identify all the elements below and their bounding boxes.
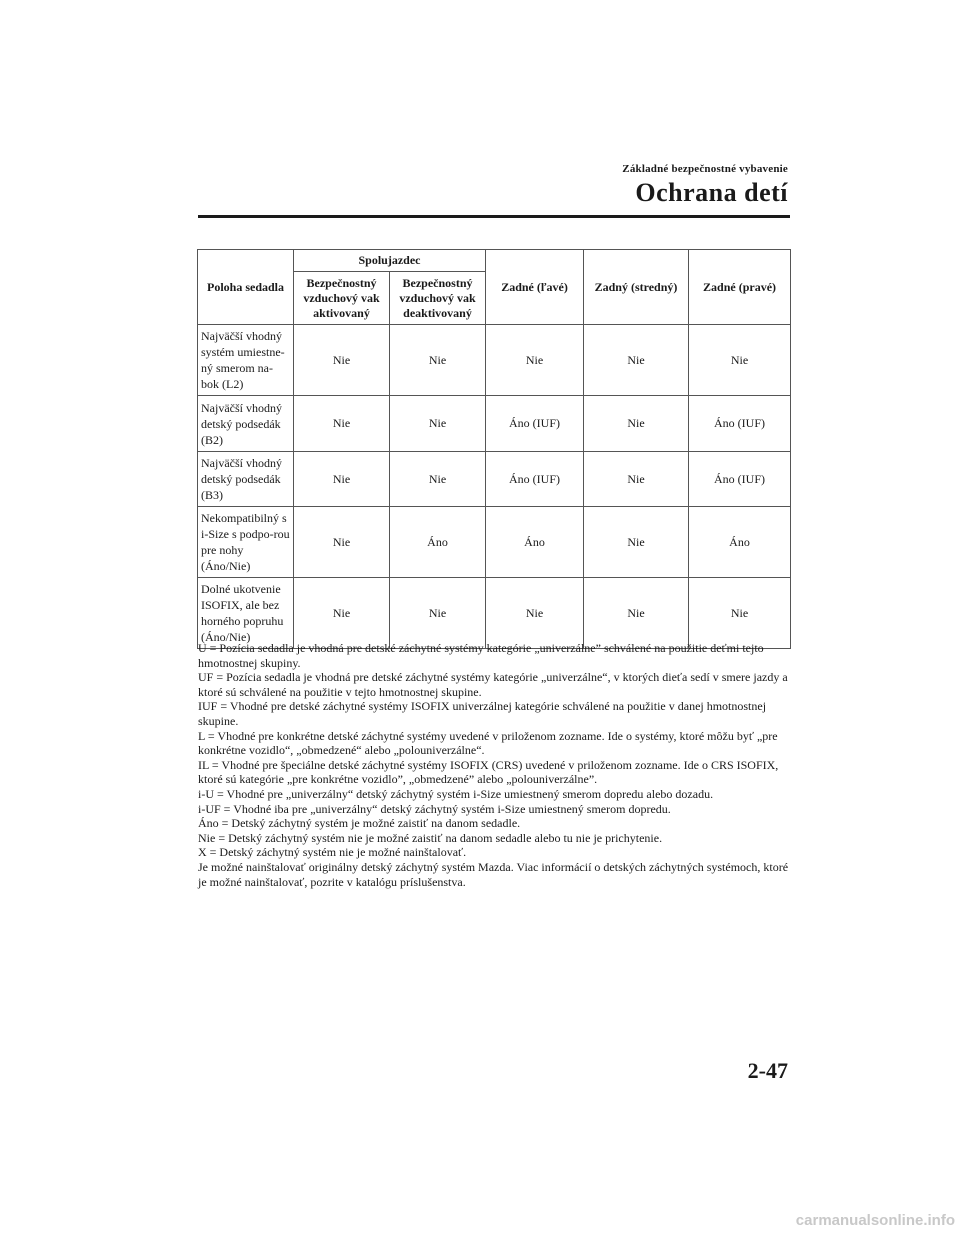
header-rear-right: Zadné (pravé) <box>689 250 791 325</box>
note-u: U = Pozícia sedadla je vhodná pre detské záchytné systémy kategórie „univerzálne” schválené na použitie deťmi tejto hmotnostnej skupiny. <box>198 641 764 670</box>
table-row <box>198 507 791 578</box>
note-i-uf: i-UF = Vhodné iba pre „univerzálny“ detský záchytný systém i-Size umiestnený smerom dopredu. <box>198 801 671 816</box>
table-cell: Nie <box>486 325 584 396</box>
table-cell: Áno <box>390 507 486 578</box>
table-cell: Áno <box>689 507 791 578</box>
table-cell: Nie <box>294 452 390 507</box>
row-label: Najväčší vhodný detský podsedák (B3) <box>198 452 294 507</box>
header-passenger: Spolujazdec <box>294 250 486 272</box>
page-number: 2-47 <box>747 1058 788 1083</box>
table-cell: Áno <box>486 507 584 578</box>
table-cell: Nie <box>294 507 390 578</box>
header-rear-center: Zadný (stredný) <box>584 250 689 325</box>
table-cell: Nie <box>486 578 584 649</box>
table-cell: Nie <box>390 578 486 649</box>
table-cell: Nie <box>390 325 486 396</box>
header-airbag-activated: Bezpečnostný vzduchový vak aktivovaný <box>294 272 390 325</box>
table-row <box>198 396 791 452</box>
row-label: Dolné ukotvenie ISOFIX, ale bez horného popruhu (Áno/Nie) <box>198 578 294 649</box>
note-ano: Áno = Detský záchytný systém je možné zaistiť na danom sedadle. <box>198 816 521 831</box>
row-label: Nekompatibilný s i-Size s podpo-rou pre nohy (Áno/Nie) <box>198 507 294 578</box>
note-x: X = Detský záchytný systém nie je možné nainštalovať. <box>198 845 467 860</box>
table-cell: Nie <box>390 452 486 507</box>
table-cell: Áno (IUF) <box>689 452 791 507</box>
section-label: Základné bezpečnostné vybavenie <box>622 163 788 175</box>
table-cell: Nie <box>584 578 689 649</box>
table-cell: Nie <box>294 396 390 452</box>
note-iuf: IUF = Vhodné pre detské záchytné systémy ISOFIX univerzálnej kategórie schválené na použitie v danej hmotnostnej skupine. <box>198 699 767 728</box>
table-cell: Nie <box>584 452 689 507</box>
table-cell: Nie <box>689 578 791 649</box>
table-cell: Áno (IUF) <box>486 452 584 507</box>
table-cell: Nie <box>584 396 689 452</box>
title-divider <box>198 215 790 218</box>
note-l: L = Vhodné pre konkrétne detské záchytné systémy uvedené v priloženom zozname. Ide o systémy, ktoré môžu byť „pre konkrétne vozidlo“, „obmedzené“ alebo „polouniverzálne“. <box>198 728 778 758</box>
table-cell: Nie <box>584 325 689 396</box>
header-seat-position: Poloha sedadla <box>198 250 294 325</box>
table-cell: Áno (IUF) <box>689 396 791 452</box>
table-row <box>198 578 791 649</box>
note-il: IL = Vhodné pre špeciálne detské záchytné systémy ISOFIX (CRS) uvedené v priloženom zozname. Ide o CRS ISOFIX, ktoré sú kategórie „pre konkrétne vozidlo”, „obmedzené” alebo „polouniverzálne”. <box>198 757 779 787</box>
header-rear-left: Zadné (ľavé) <box>486 250 584 325</box>
seat-position-table <box>197 249 791 649</box>
watermark: carmanualsonline.info <box>795 1212 955 1229</box>
table-cell: Nie <box>584 507 689 578</box>
page-title: Ochrana detí <box>635 178 788 207</box>
row-label: Najväčší vhodný systém umiestne-ný smerom na-bok (L2) <box>198 325 294 396</box>
note-uf: UF = Pozícia sedadla je vhodná pre detské záchytné systémy kategórie „univerzálne“, v ktorých dieťa sedí v smere jazdy a ktoré sú schválené na použitie v tejto hmotnostnej skupine. <box>198 670 788 699</box>
row-label: Najväčší vhodný detský podsedák (B2) <box>198 396 294 452</box>
table-cell: Nie <box>689 325 791 396</box>
table-row <box>198 452 791 507</box>
note-nie: Nie = Detský záchytný systém nie je možné zaistiť na danom sedadle alebo tu nie je prichytenie. <box>198 830 663 845</box>
table-cell: Nie <box>294 578 390 649</box>
header-airbag-deactivated: Bezpečnostný vzduchový vak deaktivovaný <box>390 272 486 325</box>
legend-notes <box>198 641 798 889</box>
table-cell: Nie <box>294 325 390 396</box>
table-cell: Áno (IUF) <box>486 396 584 452</box>
note-i-u: i-U = Vhodné pre „univerzálny“ detský záchytný systém i-Size umiestnený smerom dopredu alebo dozadu. <box>198 786 714 801</box>
table-cell: Nie <box>390 396 486 452</box>
table-row <box>198 325 791 396</box>
note-mazda-accessories: Je možné nainštalovať originálny detský záchytný systém Mazda. Viac informácií o detských záchytných systémoch, ktoré je možné nainštalovať, pozrite v katalógu príslušenstva. <box>198 859 789 889</box>
